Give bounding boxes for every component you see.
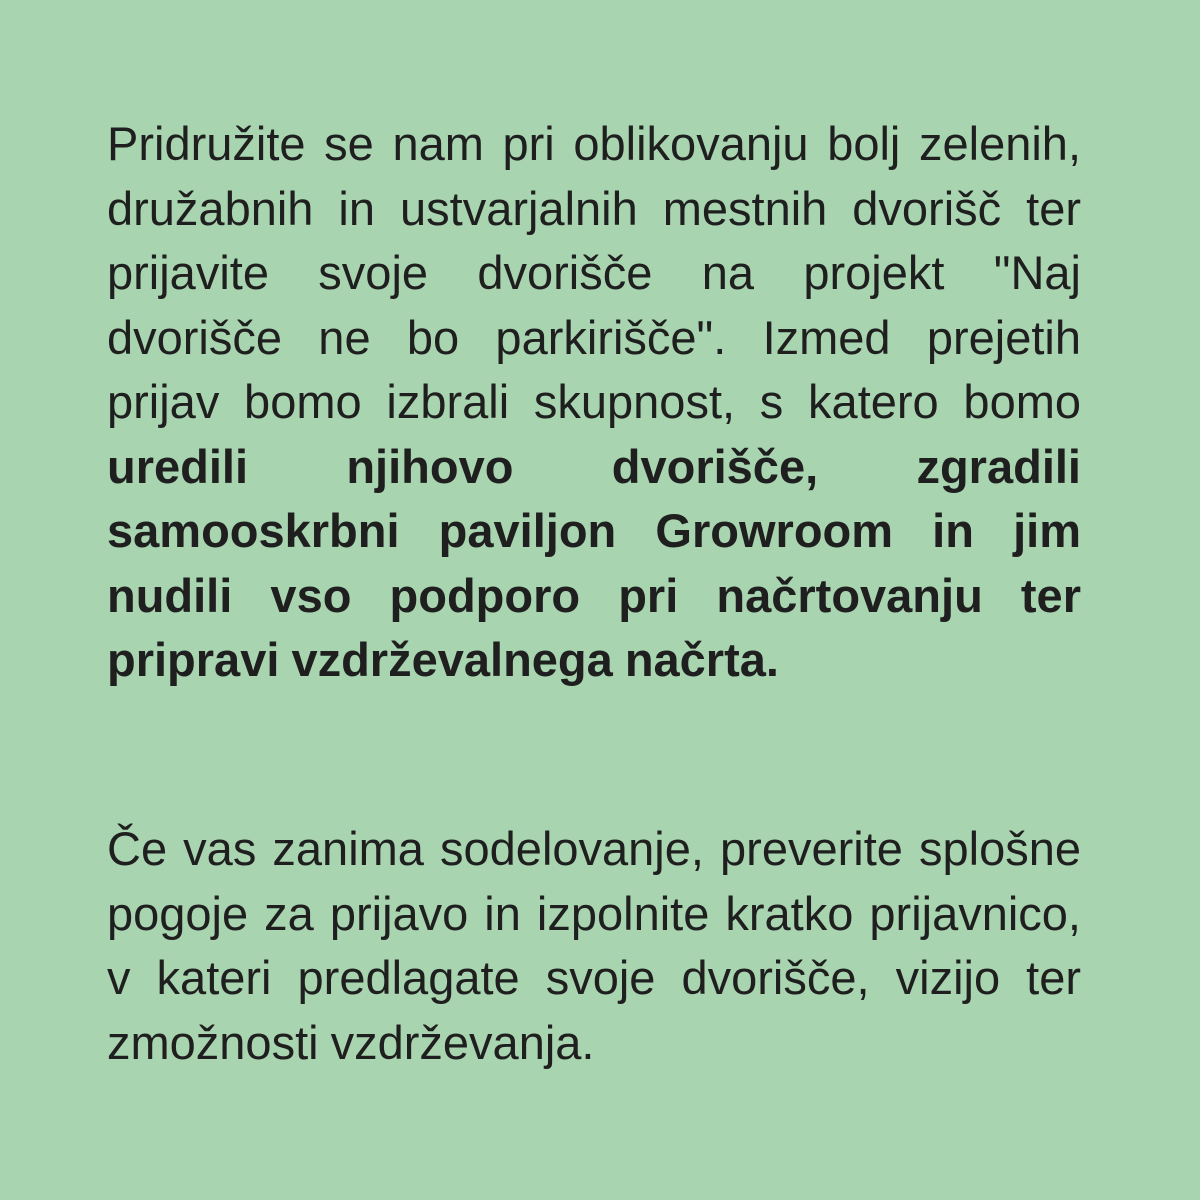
intro-paragraph <box>107 112 1081 693</box>
participation-paragraph <box>107 817 1081 1075</box>
intro-text: Pridružite se nam pri oblikovanju bolj zelenih, družabnih in ustvarjalnih mestnih dvorišč ter prijavite svoje dvorišče na projekt "Naj dvorišče ne bo parkirišče". Izmed prejetih prijav bomo izbrali skupnost, s katero bomo <box>107 117 1081 428</box>
participation-text: Če vas zanima sodelovanje, preverite splošne pogoje za prijavo in izpolnite kratko prijavnico, v kateri predlagate svoje dvorišče, vizijo ter zmožnosti vzdrževanja. <box>107 822 1081 1069</box>
intro-emphasis-text: uredili njihovo dvorišče, zgradili samooskrbni paviljon Growroom in jim nudili vso podporo pri načrtovanju ter pripravi vzdrževalnega načrta. <box>107 439 1081 686</box>
